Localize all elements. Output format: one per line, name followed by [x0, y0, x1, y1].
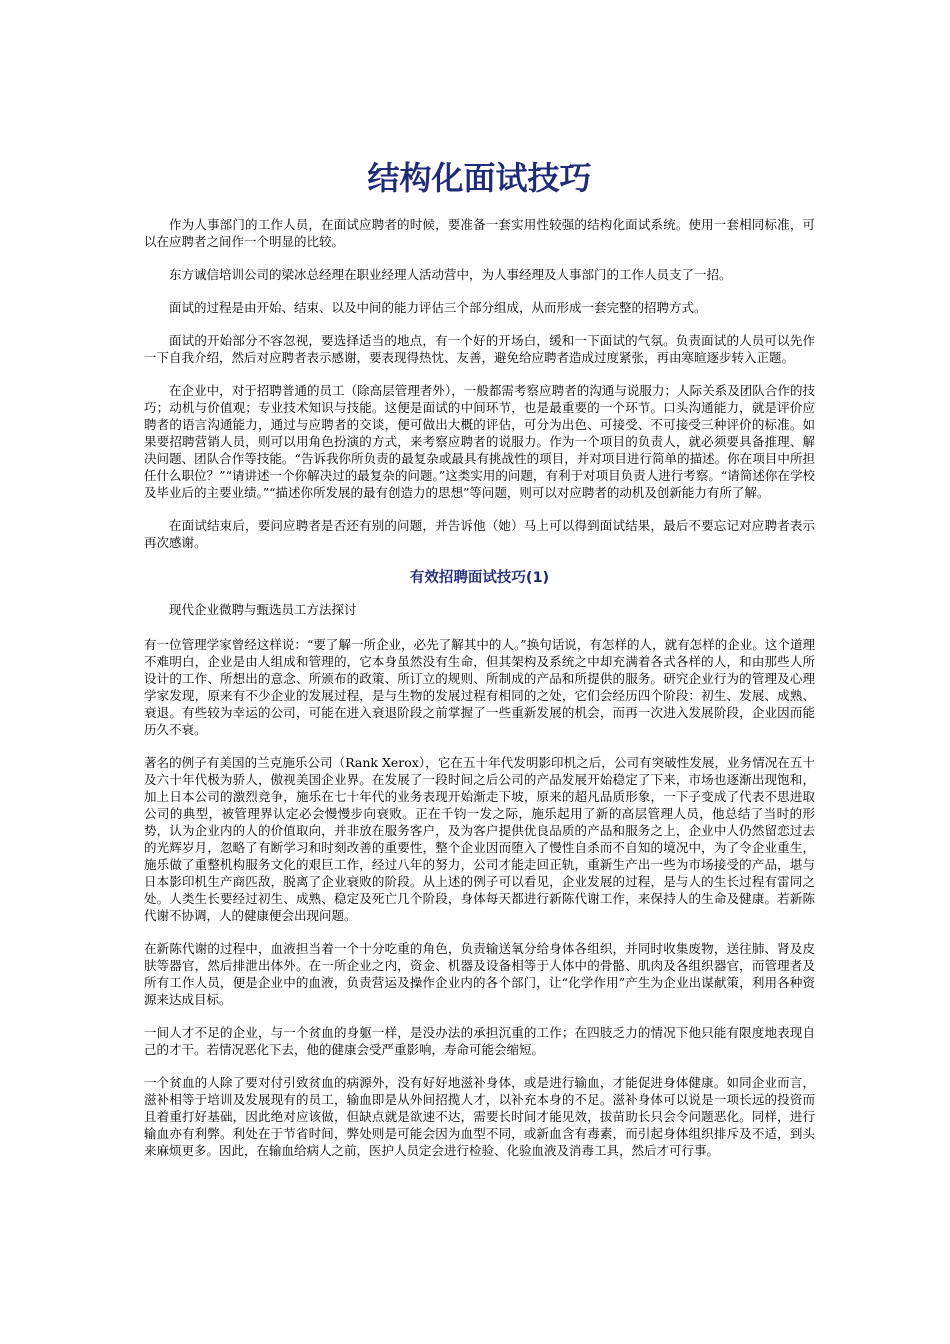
section-heading: 有效招聘面试技巧(1) [409, 570, 550, 586]
intro-paragraph-3: 面试的过程是由开始、结束、以及中间的能力评估三个部分组成，从而形成一套完整的招聘方式。 [169, 300, 707, 315]
intro-paragraph-5: 在企业中，对于招聘普通的员工（除高层管理者外），一般都需考察应聘者的沟通与说服力；人际关系及团队合作的技巧；动机与价值观；专业技术知识与技能。这便是面试的中间环节，也是最重要的一个环节。口头沟通能力，就是评价应聘者的语言沟通能力，通过与应聘者的交谈，便可做出大概的评估，可分为出色、可接受、不可接受三种评价的标准。如果要招聘营销人员，则可以用角色扮演的方式，来考察应聘者的说服力。作为一个项目的负责人，就必须要具备推理、解决问题、团队合作等技能。“告诉我你所负责的最复杂或最具有挑战性的项目，并对项目进行简单的描述。你在项目中所担任什么职位？”“请讲述一个你解决过的最复杂的问题。”这类实用的问题，有利于对项目负责人进行考察。“请简述你在学校及毕业后的主要业绩。”“描述你所发展的最有创造力的思想”等问题，则可以对应聘者的动机及创新能力有所了解。 [144, 383, 815, 500]
section-paragraph-1: 有一位管理学家曾经这样说：“要了解一所企业，必先了解其中的人。”换句话说，有怎样的人，就有怎样的企业。这个道理不难明白，企业是由人组成和管理的，它本身虽然没有生命，但其架构及系统之中却充满着各式各样的人，和由那些人所设计的工作、所想出的意念、所颁布的政策、所订立的规则、所制成的产品和所提供的服务。研究企业行为的管理及心理学家发现，原来有不少企业的发展过程，是与生物的发展过程有相同的之处，它们会经历四个阶段：初生、发展、成熟、衰退。有些较为幸运的公司，可能在进入衰退阶段之前掌握了一些重新发展的机会，而再一次进入发展阶段，企业因而能历久不衰。 [144, 637, 815, 737]
section-paragraph-3: 在新陈代谢的过程中，血液担当着一个十分吃重的角色，负责输送氧分给身体各组织，并同时收集废物，送往肺、肾及皮肤等器官，然后排泄出体外。在一所企业之内，资金、机器及设备相等于人体中的骨骼、肌肉及各组织器官，而管理者及所有工作人员，便是企业中的血液，负责营运及操作企业内的各个部门，让“化学作用”产生为企业出谋献策，利用各种资源来达成目标。 [144, 941, 815, 1007]
section-paragraph-4: 一间人才不足的企业，与一个贫血的身躯一样，是没办法的承担沉重的工作；在四肢乏力的情况下他只能有限度地表现自己的才干。若情况恶化下去，他的健康会受严重影响，寿命可能会缩短。 [144, 1025, 815, 1057]
document-title: 结构化面试技巧 [367, 159, 592, 197]
intro-paragraph-2: 东方诚信培训公司的梁冰总经理在职业经理人活动营中，为人事经理及人事部门的工作人员支了一招。 [169, 267, 732, 282]
section-paragraph-5: 一个贫血的人除了要对付引致贫血的病源外，没有好好地滋补身体，或是进行输血，才能促进身体健康。如同企业而言，滋补相等于培训及发展现有的员工，输血即是从外间招揽人才，以补充本身的不足。滋补身体可以说是一项长远的投资而且着重打好基础，因此绝对应该做，但缺点就是欲速不达，需要长时间才能见效，拔苗助长只会令问题恶化。同样，进行输血亦有利弊。利处在于节省时间，弊处则是可能会因为血型不同，或新血含有毒素，而引起身体组织排斥及不适，到头来麻烦更多。因此，在输血给病人之前，医护人员定会进行检验、化验血液及消毒工具，然后才可行事。 [144, 1075, 815, 1158]
intro-paragraph-6: 在面试结束后，要问应聘者是否还有别的问题，并告诉他（她）马上可以得到面试结果，最后不要忘记对应聘者表示再次感谢。 [144, 518, 815, 550]
section-caption: 现代企业微聘与甄选员工方法探讨 [169, 602, 357, 617]
intro-paragraph-4: 面试的开始部分不容忽视，要选择适当的地点，有一个好的开场白，缓和一下面试的气氛。负责面试的人员可以先作一下自我介绍，然后对应聘者表示感谢，要表现得热忱、友善，避免给应聘者造成过度紧张，再由寒暄逐步转入正题。 [144, 333, 815, 365]
intro-paragraph-1: 作为人事部门的工作人员，在面试应聘者的时候，要准备一套实用性较强的结构化面试系统。使用一套相同标准，可以在应聘者之间作一个明显的比较。 [144, 217, 815, 249]
section-paragraph-2: 著名的例子有美国的兰克施乐公司（Rank Xerox），它在五十年代发明影印机之后，公司有突破性发展，业务情况在五十及六十年代极为骄人，傲视美国企业界。在发展了一段时间之后公司的产品发展开始稳定了下来，市场也逐渐出现饱和，加上日本公司的激烈竞争，施乐在七十年代的业务表现开始渐走下坡，原来的超凡品质形象，一下子变成了代表不思进取公司的典型，被管理界认定必会慢慢步向衰败。正在千钧一发之际，施乐起用了新的高层管理人员，他总结了当时的形势，认为企业内的人的价值取向，并非放在服务客户，及为客户提供优良品质的产品和服务之上，企业中人仍然留恋过去的光辉岁月，忽略了有断学习和时刻改善的重要性，整个企业因而堕入了慢性自杀而不自知的境况中，为了令企业重生，施乐做了重整机构服务文化的艰巨工作，经过八年的努力，公司才能走回正轨，重新生产出一些为市场接受的产品，堪与日本影印机生产商匹敌，脱离了企业衰败的阶段。从上述的例子可以看见，企业发展的过程，是与人的生长过程有雷同之处。人类生长要经过初生、成熟、稳定及死亡几个阶段，身体每天都进行新陈代谢工作，来保持人的生命及健康。若新陈代谢不协调，人的健康便会出现问题。 [144, 755, 815, 923]
